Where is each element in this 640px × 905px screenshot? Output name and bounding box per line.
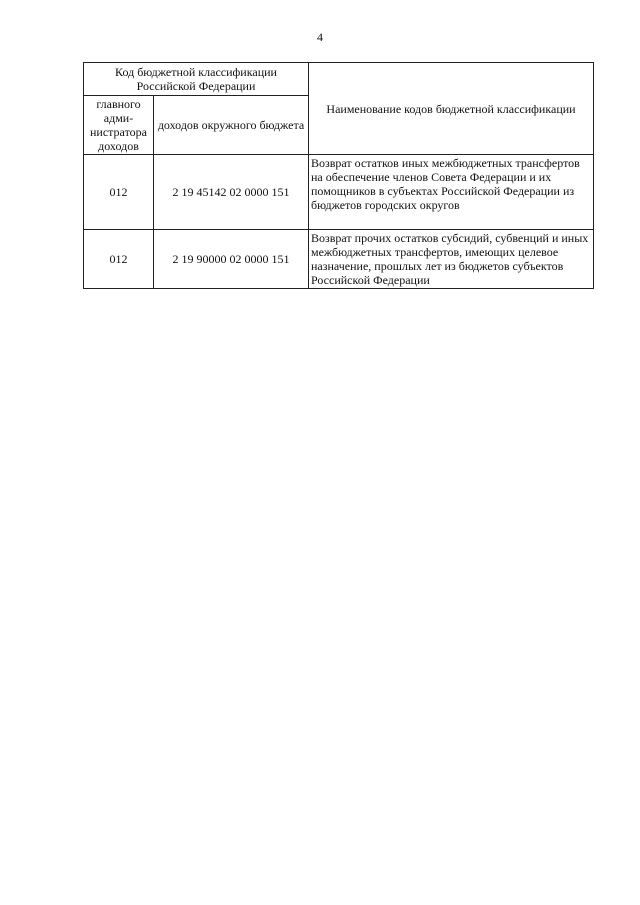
- row-admin-code: 012: [84, 155, 154, 230]
- row-admin-code: 012: [84, 230, 154, 289]
- header-admin-cell: главного адми-нистратора доходов: [84, 96, 154, 155]
- budget-classification-table: [83, 62, 594, 289]
- header-name-cell: Наименование кодов бюджетной классификации: [309, 63, 594, 155]
- table-row: [84, 155, 594, 230]
- header-income-cell: доходов окружного бюджета: [154, 96, 309, 155]
- table-row: [84, 230, 594, 289]
- row-code-name: Возврат прочих остатков субсидий, субвенций и иных межбюджетных трансфертов, имеющих целевое назначение, прошлых лет из бюджетов субъектов Российской Федерации: [309, 230, 594, 289]
- row-code-name: Возврат остатков иных межбюджетных трансфертов на обеспечение членов Совета Федерации и их помощников в субъектах Российской Федерации из бюджетов городских округов: [309, 155, 594, 230]
- row-budget-code: 2 19 45142 02 0000 151: [154, 155, 309, 230]
- header-group-cell: Код бюджетной классификации Российской Федерации: [84, 63, 309, 96]
- table-header-row: [84, 63, 594, 96]
- page-number: 4: [317, 30, 323, 44]
- row-budget-code: 2 19 90000 02 0000 151: [154, 230, 309, 289]
